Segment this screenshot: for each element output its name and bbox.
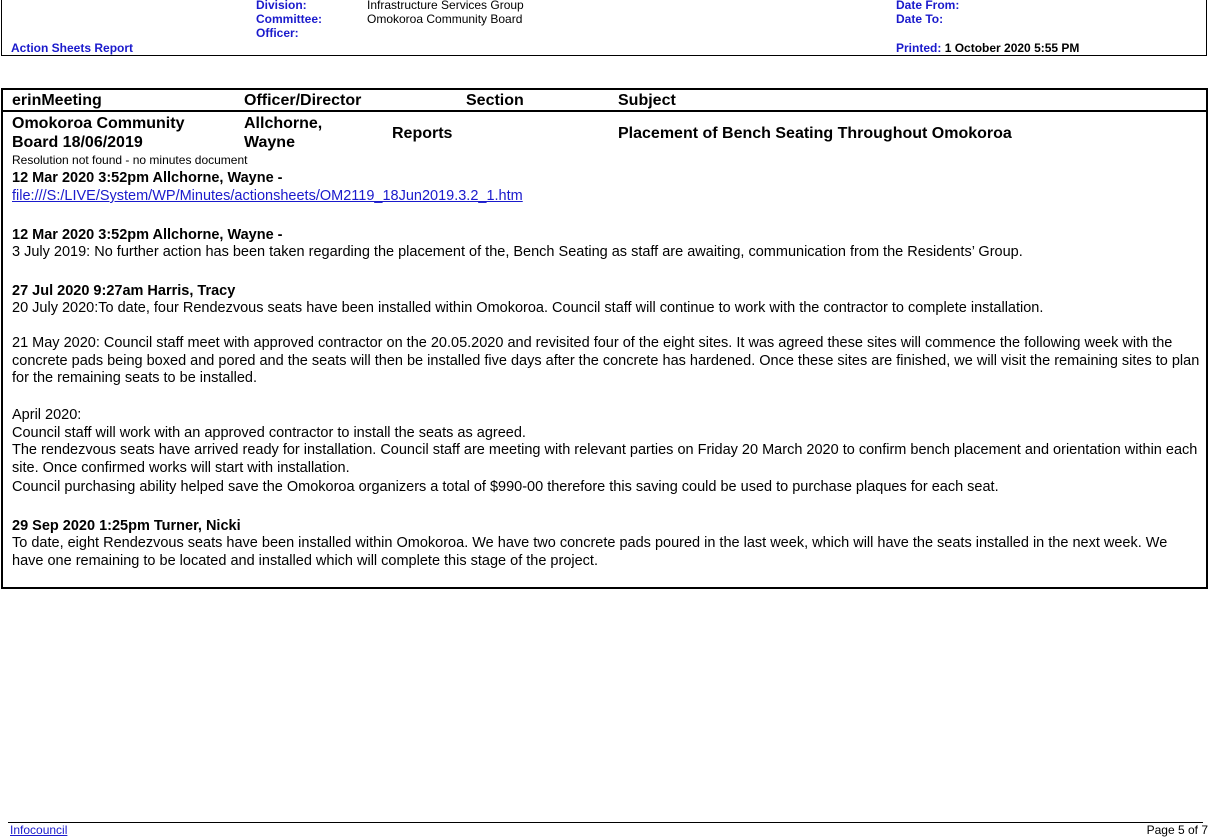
resolution-note: Resolution not found - no minutes document xyxy=(12,153,248,167)
division-value: Infrastructure Services Group xyxy=(367,0,524,12)
committee-value: Omokoroa Community Board xyxy=(367,12,523,26)
action-sheet-table xyxy=(1,88,1208,589)
note-text-2: 3 July 2019: No further action has been taken regarding the placement of the, Bench Seating as staff are awaiting, communication from the Residents’ Group. xyxy=(12,244,1023,260)
note-text-4: To date, eight Rendezvous seats have been installed within Omokoroa. We have two concrete pads poured in the last week, which will have the seats installed in the next week. We have one remaining to be located and installed which will complete this stage of the project. xyxy=(12,535,1168,569)
note-text-3-april-heading: April 2020: xyxy=(12,407,82,423)
footer-brand-link[interactable]: Infocouncil xyxy=(10,823,68,837)
note-text-3: 20 July 2020:To date, four Rendezvous seats have been installed within Omokoroa. Council staff will continue to work with the contractor to complete installation. xyxy=(12,300,1044,316)
printed-label: Printed: xyxy=(896,41,942,55)
minutes-file-link[interactable]: file:///S:/LIVE/System/WP/Minutes/actionsheets/OM2119_18Jun2019.3.2_1.htm xyxy=(12,188,523,204)
note-text-3-april-line2: The rendezvous seats have arrived ready for installation. Council staff are meeting with relevant parties on Friday 20 March 2020 to confirm bench placement and orientation within each site. Once confirmed works will start with installation. xyxy=(12,442,1198,476)
officer-name-line1: Allchorne, xyxy=(244,115,323,132)
note-text-3-april-line1: Council staff will work with an approved contractor to install the seats as agreed. xyxy=(12,425,526,441)
note-header-1: 12 Mar 2020 3:52pm Allchorne, Wayne - xyxy=(12,170,283,186)
report-title: Action Sheets Report xyxy=(11,41,134,55)
division-label: Division: xyxy=(256,0,307,12)
date-from-label: Date From: xyxy=(896,0,960,12)
officer-name-line2: Wayne xyxy=(244,134,295,151)
column-header-subject: Subject xyxy=(618,92,676,109)
note-header-3: 27 Jul 2020 9:27am Harris, Tracy xyxy=(12,283,236,299)
subject-value: Placement of Bench Seating Throughout Omokoroa xyxy=(618,125,1012,142)
note-header-4: 29 Sep 2020 1:25pm Turner, Nicki xyxy=(12,518,241,534)
printed-line xyxy=(896,41,1079,55)
report-header xyxy=(1,0,1207,56)
footer-divider xyxy=(8,822,1203,823)
column-header-meeting: erinMeeting xyxy=(12,92,102,109)
printed-value: 1 October 2020 5:55 PM xyxy=(944,41,1080,55)
note-text-3-may: 21 May 2020: Council staff meet with approved contractor on the 20.05.2020 and revisited four of the eight sites. It was agreed these sites will commence the following week with the concrete pads being boxed and pored and the seats will then be installed five days after the concrete has hardened. Once these sites are finished, we will visit the remaining sites to plan for the remaining seats to be installed. xyxy=(12,335,1200,386)
meeting-name-line2: Board 18/06/2019 xyxy=(12,134,143,151)
note-header-2: 12 Mar 2020 3:52pm Allchorne, Wayne - xyxy=(12,227,283,243)
officer-label: Officer: xyxy=(256,26,299,40)
page-number: Page 5 of 7 xyxy=(1146,823,1208,837)
column-header-officer: Officer/Director xyxy=(244,92,362,109)
meeting-name-line1: Omokoroa Community xyxy=(12,115,185,132)
column-header-section: Section xyxy=(466,92,524,109)
section-value: Reports xyxy=(392,125,453,142)
column-header-row xyxy=(3,90,1206,112)
committee-label: Committee: xyxy=(256,12,323,26)
date-to-label: Date To: xyxy=(896,12,944,26)
note-text-3-april-line3: Council purchasing ability helped save the Omokoroa organizers a total of $990-00 therefore this saving could be used to purchase plaques for each seat. xyxy=(12,479,999,495)
